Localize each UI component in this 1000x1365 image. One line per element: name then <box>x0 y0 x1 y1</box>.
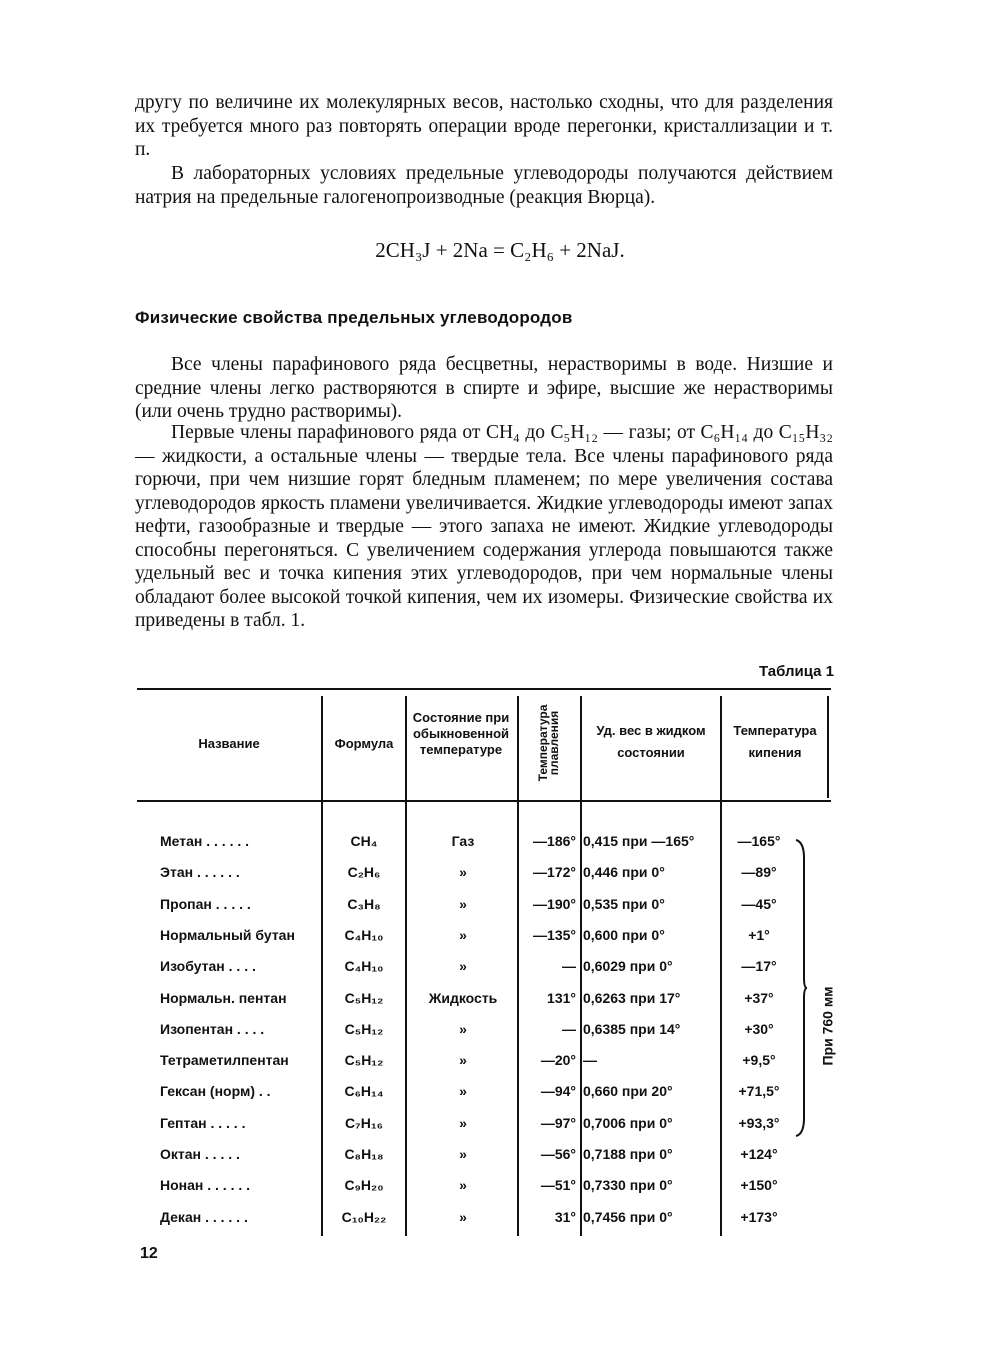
cell-melting-point: —135° <box>533 926 576 943</box>
cell-name: Тетраметилпентан <box>160 1052 289 1069</box>
cell-specific-gravity: 0,600 при 0° <box>583 926 665 943</box>
cell-melting-point: —51° <box>540 1177 576 1194</box>
cell-formula: C₇H₁₆ <box>345 1114 383 1131</box>
table-row <box>137 857 831 888</box>
cell-name: Этан . . . . . . <box>160 864 240 881</box>
cell-formula: C₃H₈ <box>347 895 381 912</box>
cell-state: Жидкость <box>428 989 498 1006</box>
cell-specific-gravity: 0,6385 при 14° <box>583 1020 681 1037</box>
table-row <box>137 1139 831 1170</box>
table-row <box>137 826 831 857</box>
table-row <box>137 1108 831 1139</box>
cell-state: » <box>459 895 467 912</box>
paragraph-continuation: другу по величине их молекулярных весов, настолько сходны, что для разделения их требуется много раз повторять операции вроде перегонки, кристаллизации и т. п. <box>135 92 833 160</box>
cell-name: Нормальн. пентан <box>160 989 287 1006</box>
cell-specific-gravity: 0,535 при 0° <box>583 895 665 912</box>
cell-formula: C₂H₆ <box>347 864 381 881</box>
cell-melting-point: —186° <box>533 833 576 849</box>
cell-name: Изопентан . . . . <box>160 1020 265 1037</box>
cell-boiling-point: +30° <box>744 1020 774 1037</box>
boiling-pressure-note: При 760 мм <box>820 986 837 1066</box>
cell-name: Октан . . . . . <box>160 1146 240 1162</box>
cell-specific-gravity: 0,415 при —165° <box>583 833 695 849</box>
cell-formula: C₅H₁₂ <box>344 1052 384 1069</box>
column-divider <box>827 696 829 798</box>
paragraph-physical-properties: Первые члены парафинового ряда от CH₄ до C₅H₁₂ — газы; от C₆H₁₄ до C₁₅H₃₂ — жидкости, а остальные члены — твердые тела. Все члены парафинового ряда горючи, при чем низшие горят бледным пламенем; по мере увеличения состава углеводородов яркость пламени увеличивается. Жидкие углеводороды имеют запах нефти, газообразные и твердые — этого запаха не имеют. Жидкие углеводороды способны перегоняться. С увеличением содержания углерода повышаются также удельный вес и точка кипения этих углеводородов, при чем нормальные члены обладают более высокой точкой кипения, чем их изомеры. Физические свойства их приведены в табл. 1. <box>135 422 833 631</box>
cell-melting-point: 31° <box>554 1208 576 1225</box>
cell-boiling-point: +37° <box>744 989 774 1006</box>
cell-state: » <box>459 926 467 943</box>
cell-formula: C₄H₁₀ <box>344 958 384 975</box>
cell-boiling-point: —17° <box>741 958 777 975</box>
cell-state: » <box>459 1052 467 1069</box>
paragraph-solubility: Все члены парафинового ряда бесцветны, нерастворимы в воде. Низшие и средние члены легко растворяются в спирте и эфире, высшие же нерастворимы (или очень трудно растворимы). <box>135 354 833 422</box>
table-row <box>137 1202 831 1233</box>
cell-specific-gravity: 0,446 при 0° <box>583 864 665 881</box>
cell-specific-gravity: — <box>583 1052 597 1069</box>
cell-formula: C₄H₁₀ <box>344 926 384 943</box>
table-row <box>137 1014 831 1045</box>
cell-specific-gravity: 0,7006 при 0° <box>583 1114 673 1131</box>
header-specific-gravity: Уд. вес в жидком состоянии <box>596 723 706 760</box>
paragraph-wurtz-reaction: В лабораторных условиях предельные углеводороды получаются действием натрия на предельные галогенопроизводные (реакция Вюрца). <box>135 163 833 208</box>
header-state: Состояние при обыкновенной температуре <box>412 710 510 757</box>
cell-formula: CH₄ <box>350 833 378 849</box>
cell-boiling-point: —45° <box>741 895 777 912</box>
cell-boiling-point: +124° <box>740 1146 778 1162</box>
cell-state: » <box>459 1208 467 1225</box>
cell-formula: C₁₀H₂₂ <box>341 1208 387 1225</box>
cell-boiling-point: —165° <box>737 833 781 849</box>
header-name: Название <box>198 736 260 751</box>
cell-melting-point: — <box>562 1020 576 1037</box>
cell-melting-point: — <box>562 958 576 975</box>
cell-name: Нонан . . . . . . <box>160 1177 251 1194</box>
cell-formula: C₈H₁₈ <box>344 1146 384 1162</box>
table-row <box>137 1170 831 1201</box>
cell-name: Изобутан . . . . <box>160 958 256 975</box>
table-row <box>137 1076 831 1107</box>
cell-melting-point: 131° <box>547 989 576 1006</box>
cell-boiling-point: +1° <box>748 926 770 943</box>
table-header-rule <box>137 800 831 802</box>
table-row <box>137 951 831 982</box>
cell-boiling-point: +93,3° <box>738 1114 780 1131</box>
cell-boiling-point: +150° <box>740 1177 778 1194</box>
cell-melting-point: —172° <box>533 864 576 881</box>
header-formula: Формула <box>334 736 394 751</box>
cell-state: » <box>459 1020 467 1037</box>
section-heading: Физические свойства предельных углеводородов <box>135 308 573 327</box>
table-row <box>137 983 831 1014</box>
cell-name: Пропан . . . . . <box>160 895 251 912</box>
table-row <box>137 889 831 920</box>
page-number: 12 <box>140 1245 158 1262</box>
table-caption: Таблица 1 <box>758 663 834 680</box>
cell-name: Гексан (норм) . . <box>160 1083 271 1100</box>
cell-melting-point: —20° <box>540 1052 576 1069</box>
cell-formula: C₉H₂₀ <box>344 1177 384 1194</box>
cell-formula: C₅H₁₂ <box>344 1020 384 1037</box>
cell-boiling-point: +173° <box>740 1208 778 1225</box>
cell-state: » <box>459 1146 467 1162</box>
cell-boiling-point: +71,5° <box>738 1083 780 1100</box>
cell-name: Метан . . . . . . <box>160 833 250 849</box>
cell-specific-gravity: 0,7330 при 0° <box>583 1177 673 1194</box>
cell-state: » <box>459 1083 467 1100</box>
cell-specific-gravity: 0,6029 при 0° <box>583 958 673 975</box>
cell-state: » <box>459 1114 467 1131</box>
cell-specific-gravity: 0,7188 при 0° <box>583 1146 673 1162</box>
table-row <box>137 1045 831 1076</box>
cell-boiling-point: +9,5° <box>742 1052 776 1069</box>
cell-melting-point: —56° <box>540 1146 576 1162</box>
header-melting: Температура плавления <box>536 704 561 782</box>
cell-specific-gravity: 0,7456 при 0° <box>583 1208 673 1225</box>
table-row <box>137 920 831 951</box>
reaction-equation: 2CH₃J + 2Na = C₂H₆ + 2NaJ. <box>375 238 625 262</box>
cell-specific-gravity: 0,660 при 20° <box>583 1083 673 1100</box>
cell-name: Гептан . . . . . <box>160 1114 246 1131</box>
cell-state: » <box>459 958 467 975</box>
cell-formula: C₆H₁₄ <box>344 1083 384 1100</box>
cell-melting-point: —94° <box>540 1083 576 1100</box>
cell-boiling-point: —89° <box>741 864 777 881</box>
cell-state: » <box>459 864 467 881</box>
cell-melting-point: —97° <box>540 1114 576 1131</box>
cell-formula: C₅H₁₂ <box>344 989 384 1006</box>
properties-table <box>137 688 837 1243</box>
cell-name: Нормальный бутан <box>160 926 295 943</box>
cell-specific-gravity: 0,6263 при 17° <box>583 989 681 1006</box>
cell-state: Газ <box>451 833 475 849</box>
header-boiling: Температура кипения <box>733 723 817 760</box>
table-top-rule <box>137 688 831 690</box>
cell-name: Декан . . . . . . <box>160 1208 248 1225</box>
cell-melting-point: —190° <box>533 895 576 912</box>
cell-state: » <box>459 1177 467 1194</box>
right-brace-icon <box>794 838 808 1138</box>
